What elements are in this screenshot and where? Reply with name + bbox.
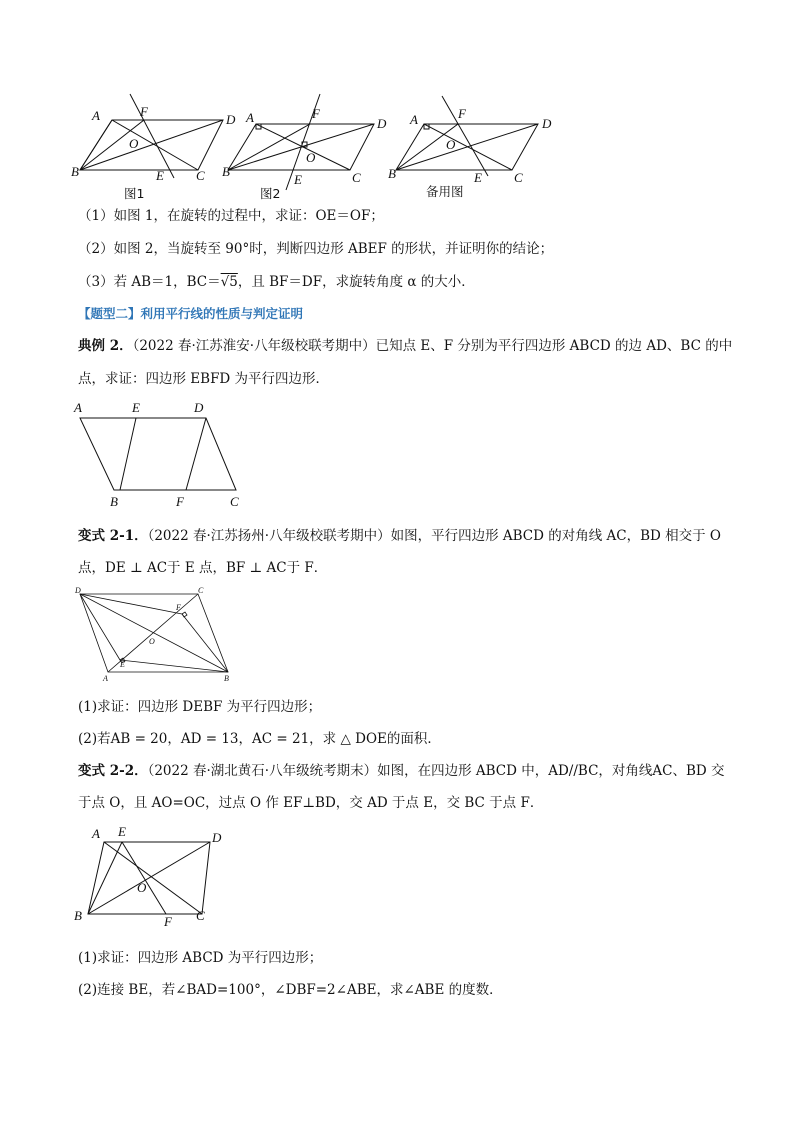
variant22-label-E: E xyxy=(118,824,126,839)
variant22-figure xyxy=(70,822,235,937)
example2-text1: （2022 春·江苏淮安·八年级校联考期中）已知点 E、F 分别为平行四边形 ABCD 的边 AD、BC 的中 xyxy=(132,338,733,354)
fig2-label-D: D xyxy=(377,116,387,131)
fig1-label-C: C xyxy=(196,168,205,183)
fig2-label-A: A xyxy=(246,110,254,125)
fig1-label-B: B xyxy=(71,164,79,179)
figure-3 xyxy=(388,92,563,202)
variant22-label-C: C xyxy=(196,908,205,923)
fig2-label-C: C xyxy=(352,170,361,185)
variant22-line1 xyxy=(78,761,725,781)
variant22-label-F: F xyxy=(164,914,172,929)
fig1-label-E: E xyxy=(156,168,164,183)
variant22-label-A: A xyxy=(92,826,100,841)
variant21-label: 变式 2-1． xyxy=(78,528,148,544)
variant22-text1: （2022 春·湖北黄石·八年级统考期末）如图，在四边形 ABCD 中，AD//BC，对角线AC、BD 交 xyxy=(147,763,725,779)
variant21-line1 xyxy=(78,526,721,546)
variant22-label-O: O xyxy=(137,880,147,895)
fig3-label-E: E xyxy=(474,170,482,185)
variant21-label-A: A xyxy=(103,674,108,683)
variant21-label-F: F xyxy=(176,603,181,612)
variant21-text1: （2022 春·江苏扬州·八年级校联考期中）如图，平行四边形 ABCD 的对角线 AC，BD 相交于 O xyxy=(147,528,721,544)
fig3-label-D: D xyxy=(542,116,552,131)
variant21-figure-svg xyxy=(70,586,240,686)
variant22-part1: (1)求证：四边形 ABCD 为平行四边形； xyxy=(78,950,323,966)
variant21-part2: (2)若AB = 20，AD = 13，AC = 21，求 △ DOE的面积． xyxy=(78,731,441,747)
q1-part3 xyxy=(78,272,475,292)
q1-part3-b: ，且 BF＝DF，求旋转角度 α 的大小． xyxy=(237,274,475,290)
fig2-caption: 图2 xyxy=(260,186,281,201)
example2-line2: 点，求证：四边形 EBFD 为平行四边形． xyxy=(78,371,330,387)
fig3-label-C: C xyxy=(514,170,523,185)
fig2-label-O: O xyxy=(306,150,316,165)
q1-part1: （1）如图 1，在旋转的过程中，求证：OE＝OF； xyxy=(78,208,384,224)
q1-part2: （2）如图 2，当旋转至 90°时，判断四边形 ABEF 的形状，并证明你的结论； xyxy=(78,241,554,257)
q1-part3-a: （3）若 AB＝1，BC＝ xyxy=(78,274,221,290)
fig1-label-D: D xyxy=(226,112,236,127)
fig1-label-A: A xyxy=(92,108,100,123)
fig3-caption: 备用图 xyxy=(426,184,464,199)
variant21-label-C: C xyxy=(198,586,204,595)
example2-figure xyxy=(70,398,250,513)
example2-label-F: F xyxy=(176,494,184,509)
variant21-figure xyxy=(70,586,240,686)
figure-1 xyxy=(68,92,243,202)
example2-label-A: A xyxy=(74,400,82,415)
fig3-label-B: B xyxy=(388,166,396,181)
variant22-label-B: B xyxy=(74,908,82,923)
fig2-label-B: B xyxy=(222,164,230,179)
figure-2-svg xyxy=(222,92,397,202)
fig2-label-E: E xyxy=(294,172,302,187)
example2-label-C: C xyxy=(230,494,239,509)
fig3-label-F: F xyxy=(458,106,466,121)
section-title: 【题型二】利用平行线的性质与判定证明 xyxy=(78,306,304,321)
variant21-label-B: B xyxy=(224,674,229,683)
variant22-line2: 于点 O，且 AO=OC，过点 O 作 EF⊥BD，交 AD 于点 E，交 BC 于点 F． xyxy=(78,795,544,811)
fig3-label-O: O xyxy=(446,137,456,152)
variant22-label-D: D xyxy=(212,830,222,845)
fig3-label-A: A xyxy=(410,112,418,127)
variant22-part2: (2)连接 BE，若∠BAD=100°，∠DBF=2∠ABE，求∠ABE 的度数． xyxy=(78,982,503,998)
variant21-label-E: E xyxy=(120,660,125,669)
figure-1-svg xyxy=(68,92,243,202)
variant22-figure-svg xyxy=(70,822,235,937)
figure-2 xyxy=(222,92,397,202)
fig1-label-O: O xyxy=(129,136,139,151)
example2-label-D: D xyxy=(194,400,204,415)
fig1-caption: 图1 xyxy=(124,186,145,201)
figure-3-svg xyxy=(388,92,563,202)
example2-label: 典例 2． xyxy=(78,338,133,354)
example2-label-E: E xyxy=(132,400,140,415)
example2-line1 xyxy=(78,336,732,356)
variant21-label-D: D xyxy=(75,586,81,595)
q1-part3-sqrt: √5 xyxy=(220,274,238,290)
variant21-label-O: O xyxy=(149,637,155,646)
variant21-part1: (1)求证：四边形 DEBF 为平行四边形； xyxy=(78,699,322,715)
example2-figure-svg xyxy=(70,398,250,513)
example2-label-B: B xyxy=(110,494,118,509)
fig2-label-F: F xyxy=(312,106,320,121)
variant21-line2: 点，DE ⊥ AC于 E 点，BF ⊥ AC于 F． xyxy=(78,560,328,576)
variant22-label: 变式 2-2． xyxy=(78,763,148,779)
fig1-label-F: F xyxy=(140,104,148,119)
